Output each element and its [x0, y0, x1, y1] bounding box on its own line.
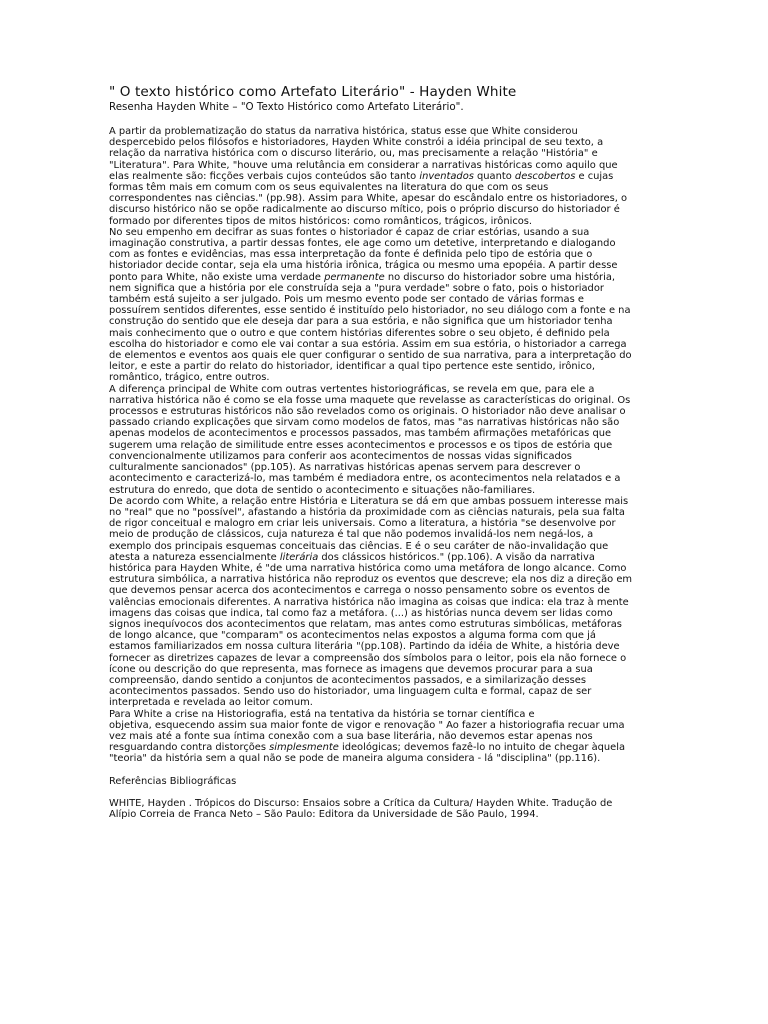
body-line: sugerem uma relação de similitude entre esses acontecimentos e processos e os tipos de estória que — [109, 439, 613, 451]
body-line: historiador decide contar, seja ela uma história irônica, trágica ou mesmo uma epopéia. A partir desse — [109, 260, 618, 272]
reference-line: WHITE, Hayden . Trópicos do Discurso: Ensaios sobre a Crítica da Cultura/ Hayden White. Tradução de — [109, 798, 613, 810]
body-line: signos inequívocos dos acontecimentos que relatam, mas antes como estruturas simbólicas, metáforas — [109, 618, 622, 630]
body-line: atesta a natureza essencialmente literária dos clássicos históricos." (pp.106). A visão da narrativa — [109, 551, 595, 563]
body-line: passado criando explicações que sirvam como modelos de fatos, mas "as narrativas históricas não são — [109, 417, 620, 429]
body-line: despercebido pelos filósofos e historiadores, Hayden White constrói a idéia principal de seu texto, a — [109, 137, 604, 149]
body-line: romântico, trágico, entre outros. — [109, 372, 270, 384]
body-line: construção do sentido que ele deseja dar para a sua estória, e não significa que um historiador tenha — [109, 316, 613, 328]
body-line: resguardando contra distorções simplesmente ideológicas; devemos fazê-lo no intuito de chegar àquela — [109, 742, 626, 754]
spacer — [109, 787, 768, 798]
body-line: narrativa histórica não é como se ela fosse uma maquete que revelasse as características do original. Os — [109, 394, 631, 406]
body-line: histórica para Hayden White, é "de uma narrativa histórica como uma metáfora de longo alcance. Como — [109, 562, 627, 574]
body-line: convencionalmente utilizamos para conferir aos acontecimentos de nossas vidas significados — [109, 450, 572, 462]
body-line: fornecer as diretrizes capazes de levar a compreensão dos símbolos para o leitor, pois ela não fornece o — [109, 652, 627, 664]
body-line: No seu empenho em decifrar as suas fontes o historiador é capaz de criar estórias, usando a sua — [109, 226, 590, 238]
spacer — [109, 765, 768, 776]
body-line: que devemos pensar acerca dos acontecimentos e carrega o nosso pensamento sobre os eventos de — [109, 585, 610, 597]
body-line: estamos familiarizados em nossa cultura literária "(pp.108). Partindo da idéia de White, a história deve — [109, 641, 620, 653]
body-line: vez mais até a fonte sua íntima conexão com a sua base literária, não devemos estar apenas nos — [109, 730, 593, 742]
body-line: ponto para White, não existe uma verdade permanente no discurso do historiador sobre uma história, — [109, 271, 616, 283]
body-line: acontecimentos passados. Sendo uso do historiador, uma linguagem culta e formal, capaz de ser — [109, 686, 592, 698]
body-line: possuírem sentidos diferentes, esse sentido é instituído pelo historiador, no seu diálogo com a fonte e na — [109, 305, 631, 317]
body-line: relação da narrativa histórica com o discurso literário, ou, mas precisamente a relação "História" e — [109, 148, 598, 160]
document-subtitle: Resenha Hayden White – "O Texto Histórico como Artefato Literário". — [109, 101, 464, 113]
body-line: compreensão, dando sentido a conjuntos de acontecimentos passados, e a similarização desses — [109, 674, 587, 686]
body-line: A diferença principal de White com outras vertentes historiográficas, se revela em que, para ele a — [109, 383, 595, 395]
body-line: imagens das coisas que indica, tal como faz a metáfora. (...) as histórias nunca devem ser lidas como — [109, 607, 613, 619]
body-line: imaginação construtiva, a partir dessas fontes, ele age como um detetive, interpretando e dialogando — [109, 238, 616, 250]
body-line: formado por diferentes tipos de mitos históricos: como românticos, trágicos, irônicos. — [109, 215, 533, 227]
body-line: formas têm mais em comum com os seus equivalentes na literatura do que com os seus — [109, 182, 549, 194]
body-line: mais conhecimento que o outro e que contem histórias diferentes sobre o seu objeto, é definido pela — [109, 327, 610, 339]
document-title: " O texto histórico como Artefato Literário" - Hayden White — [109, 84, 517, 100]
references-heading: Referências Bibliográficas — [109, 775, 237, 787]
body-line: estrutura simbólica, a narrativa histórica não reproduz os eventos que descreve; ela nos diz a direção em — [109, 574, 633, 586]
body-line: no "real" que no "possível", afastando a história da proximidade com as ciências naturais, pela sua falta — [109, 506, 625, 518]
body-line: correspondentes nas ciências." (pp.98). Assim para White, apesar do escândalo entre os historiadores, o — [109, 193, 628, 205]
body-line: nem significa que a história por ele construída seja a "pura verdade" sobre o fato, pois o historiador — [109, 282, 604, 294]
body-line: de elementos e eventos aos quais ele quer configurar o sentido de sua narrativa, para a interpretação do — [109, 350, 632, 362]
body-line: "Literatura". Para White, "houve uma relutância em considerar a narrativas históricas como aquilo que — [109, 159, 618, 171]
body-line: culturalmente sancionados" (pp.105). As narrativas históricas apenas servem para descrever o — [109, 462, 581, 474]
body-line: valências emocionais diferentes. A narrativa histórica não imagina as coisas que indica: ela traz à mente — [109, 596, 629, 608]
body-line: processos e estruturas históricos não são revelados como os originais. O historiador não deve analisar o — [109, 406, 626, 418]
body-line: interpretada e revelada ao leitor comum. — [109, 697, 313, 709]
document-page — [109, 84, 768, 821]
body-line: leitor, e este a partir do relato do historiador, identificar a qual tipo pertence este sentido, irônico, — [109, 361, 596, 373]
body-line: de rigor conceitual e malogro em criar leis universais. Como a literatura, a história "se desenvolve por — [109, 518, 616, 530]
body-line: "teoria" da história sem a qual não se pode de maneira alguma considera - lá "disciplina" (pp.116). — [109, 753, 601, 765]
body-line: exemplo dos principais esquemas conceituais das ciências. E é o seu caráter de não-invalidação que — [109, 540, 609, 552]
body-line: com as fontes e evidências, mas essa interpretação da fonte é definida pelo tipo de estória que o — [109, 249, 593, 261]
document-body — [109, 126, 768, 821]
body-line: De acordo com White, a relação entre História e Literatura se dá em que ambas possuem interesse mais — [109, 495, 629, 507]
body-line: A partir da problematização do status da narrativa histórica, status esse que White considerou — [109, 126, 578, 137]
body-line: de longo alcance, que "comparam" os acontecimentos nelas expostos a alguma forma com que já — [109, 630, 596, 642]
reference-line: Alípio Correia de Franca Neto – São Paulo: Editora da Universidade de São Paulo, 1994. — [109, 809, 539, 821]
body-line: discurso histórico não se opõe radicalmente ao discurso mítico, pois o próprio discurso do historiador é — [109, 204, 620, 216]
body-line: ícone ou descrição do que representa, mas fornece as imagens que devemos procurar para a sua — [109, 663, 593, 675]
body-line: meio de produção de clássicos, cuja natureza é tal que não podemos invalidá-los nem negá-los, a — [109, 529, 594, 541]
body-line: objetiva, esquecendo assim sua maior fonte de vigor e renovação " Ao fazer a historiografia recuar uma — [109, 719, 625, 731]
body-line: escolha do historiador e como ele vai contar a sua estória. Assim em sua estória, o historiador a carrega — [109, 338, 627, 350]
body-line: elas realmente são: ficções verbais cujos conteúdos são tanto inventados quanto descobertos e cujas — [109, 170, 614, 182]
body-line: Para White a crise na Historiografia, está na tentativa da história se tornar científica e — [109, 708, 535, 720]
body-line: apenas modelos de acontecimentos e processos passados, mas também afirmações metafóricas que — [109, 428, 612, 440]
body-line: acontecimento e caracterizá-lo, mas também é mediadora entre, os acontecimentos nela relatados e a — [109, 473, 621, 485]
body-line: também está sujeito a ser julgado. Pois um mesmo evento pode ser contado de várias formas e — [109, 294, 584, 306]
body-line: estrutura do enredo, que dota de sentido o acontecimento e situações não-familiares. — [109, 484, 536, 496]
